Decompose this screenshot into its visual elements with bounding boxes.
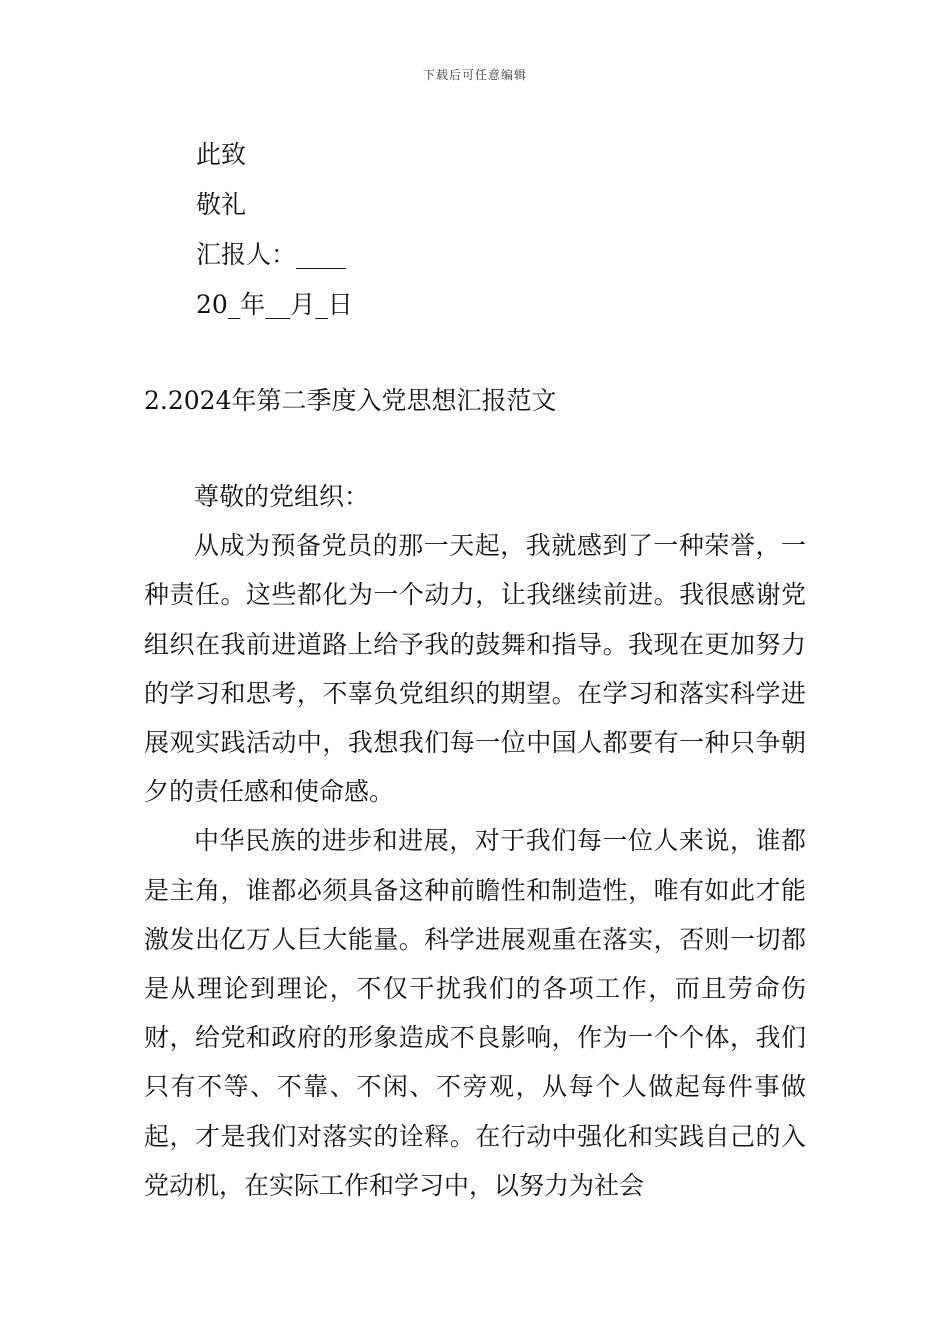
closing-line-jingli: 敬礼 <box>196 190 247 219</box>
letter-closing <box>196 130 353 330</box>
section-title: 2.2024年第二季度入党思想汇报范文 <box>144 386 557 415</box>
paragraph-1: 从成为预备党员的那一天起，我就感到了一种荣誉，一种责任。这些都化为一个动力，让我继续前进。我很感谢党组织在我前进道路上给予我的鼓舞和指导。我现在更加努力的学习和思考，不辜负党组织的期望。在学习和落实科学进展观实践活动中，我想我们每一位中国人都要有一种只争朝夕的责任感和使命感。 <box>144 531 806 807</box>
letter-body <box>144 472 806 1210</box>
salutation: 尊敬的党组织： <box>194 482 370 511</box>
paragraph-2: 中华民族的进步和进展，对于我们每一位人来说，谁都是主角，谁都必须具备这种前瞻性和制造性，唯有如此才能激发出亿万人巨大能量。科学进展观重在落实，否则一切都是从理论到理论，不仅干扰我们的各项工作，而且劳命伤财，给党和政府的形象造成不良影响，作为一个个体，我们只有不等、不靠、不闲、不旁观，从每个人做起每件事做起，才是我们对落实的诠释。在行动中强化和实践自己的入党动机，在实际工作和学习中，以努力为社会 <box>144 826 806 1200</box>
closing-line-cizhi: 此致 <box>196 140 247 169</box>
date-line: 20_年__月_日 <box>196 290 353 319</box>
header-note: 下载后可任意编辑 <box>422 68 527 82</box>
reporter-line: 汇报人：____ <box>196 240 347 269</box>
